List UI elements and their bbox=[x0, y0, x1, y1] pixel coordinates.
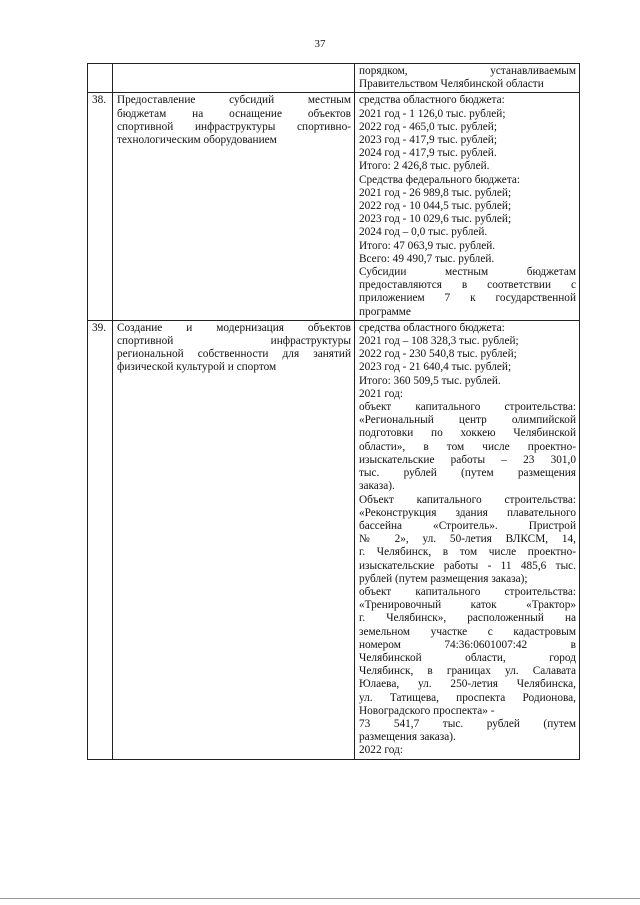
measure-name-line: Предоставление субсидий местным bbox=[117, 94, 351, 107]
measure-name-line: физической культурой и спортом bbox=[117, 361, 277, 374]
funding-text-line: Юлаева, ул. 250-летия Челябинска, bbox=[359, 678, 576, 691]
funding-description-cell bbox=[355, 64, 580, 93]
table-row bbox=[88, 93, 580, 320]
funding-text-line: объект капитального строительства: bbox=[359, 401, 576, 414]
funding-text-line: Итого: 47 063,9 тыс. рублей. bbox=[359, 239, 496, 252]
funding-text-line: программе bbox=[359, 305, 411, 318]
funding-text-line: 2022 год - 10 044,5 тыс. рублей; bbox=[359, 200, 512, 213]
funding-text-line: номером 74:36:0601007:42 в bbox=[359, 638, 576, 651]
funding-text-line: Челябинск, в границах ул. Салавата bbox=[359, 665, 576, 678]
table-body bbox=[88, 64, 580, 760]
funding-text-line: Всего: 49 490,7 тыс. рублей. bbox=[359, 252, 495, 265]
measure-name-line: региональной собственности для занятий bbox=[117, 348, 351, 361]
funding-text-line: 2024 год - 417,9 тыс. рублей. bbox=[359, 147, 497, 160]
measure-name-line: бюджетам на оснащение объектов bbox=[117, 107, 351, 120]
funding-text-line: «Реконструкция здания плавательного bbox=[359, 506, 576, 519]
funding-text-line: изыскательские работы – 23 301,0 bbox=[359, 453, 576, 466]
funding-text-line: бассейна «Строитель». Пристрой bbox=[359, 519, 576, 532]
table-row bbox=[88, 64, 580, 93]
funding-text-line: Итого: 360 509,5 тыс. рублей. bbox=[359, 374, 501, 387]
funding-text-line: предоставляются в соответствии с bbox=[359, 279, 576, 292]
funding-text-line: 2022 год - 465,0 тыс. рублей; bbox=[359, 120, 497, 133]
funding-text-line: средства областного бюджета: bbox=[359, 321, 505, 334]
measure-name-cell bbox=[113, 320, 355, 759]
funding-text-line: Субсидии местным бюджетам bbox=[359, 266, 576, 279]
funding-text-line: 2023 год - 21 640,4 тыс. рублей; bbox=[359, 361, 512, 374]
funding-description-cell bbox=[355, 93, 580, 320]
funding-text-line: 2022 год: bbox=[359, 744, 403, 757]
funding-text-line: изыскательские работы - 11 485,6 тыс. bbox=[359, 559, 576, 572]
funding-text-line: 2023 год - 417,9 тыс. рублей; bbox=[359, 134, 497, 147]
funding-text-line: области», в том числе проектно- bbox=[359, 440, 576, 453]
row-number-cell bbox=[88, 64, 113, 93]
funding-text-line: 2021 год - 1 126,0 тыс. рублей; bbox=[359, 107, 506, 120]
funding-text-line: 2021 год: bbox=[359, 387, 403, 400]
funding-text-line: размещения заказа). bbox=[359, 731, 456, 744]
funding-text-line: 73 541,7 тыс. рублей (путем bbox=[359, 717, 576, 730]
funding-text-line: средства областного бюджета: bbox=[359, 94, 505, 107]
funding-text-line: г. Челябинск, в том числе проектно- bbox=[359, 546, 576, 559]
measure-name-line: спортивной инфраструктуры спортивно- bbox=[117, 120, 351, 133]
funding-text-line: Новоградского проспекта» - bbox=[359, 704, 495, 717]
funding-text-line: Челябинской области, город bbox=[359, 651, 576, 664]
funding-text-line: объект капитального строительства: bbox=[359, 585, 576, 598]
funding-text-line: 2021 год – 108 328,3 тыс. рублей; bbox=[359, 335, 519, 348]
funding-text-line: г. Челябинск», расположенный на bbox=[359, 612, 576, 625]
measure-name-line: технологическим оборудованием bbox=[117, 134, 277, 147]
funding-text-line: рублей (путем размещения заказа); bbox=[359, 572, 528, 585]
table-row bbox=[88, 320, 580, 759]
funding-text-line: Итого: 2 426,8 тыс. рублей. bbox=[359, 160, 490, 173]
measure-name-cell bbox=[113, 64, 355, 93]
page-number: 37 bbox=[314, 38, 326, 50]
funding-text-line: Правительством Челябинской области bbox=[359, 78, 544, 91]
funding-text-line: № 2», ул. 50-летия ВЛКСМ, 14, bbox=[359, 533, 576, 546]
funding-text-line: 2024 год – 0,0 тыс. рублей. bbox=[359, 226, 488, 239]
funding-text-line: тыс. рублей (путем размещения bbox=[359, 467, 576, 480]
funding-text-line: заказа). bbox=[359, 480, 395, 493]
measure-name-cell bbox=[113, 93, 355, 320]
program-measures-table bbox=[87, 63, 580, 760]
funding-text-line: 2021 год - 26 989,8 тыс. рублей; bbox=[359, 186, 512, 199]
row-number-cell: 39. bbox=[88, 320, 113, 759]
page-bottom-divider bbox=[0, 898, 640, 899]
funding-text-line: 2022 год - 230 540,8 тыс. рублей; bbox=[359, 348, 517, 361]
funding-text-line: 2023 год - 10 029,6 тыс. рублей; bbox=[359, 213, 512, 226]
funding-text-line: «Тренировочный каток «Трактор» bbox=[359, 599, 576, 612]
measure-name-line: Создание и модернизация объектов bbox=[117, 321, 351, 334]
funding-description-cell bbox=[355, 320, 580, 759]
funding-text-line: подготовки по хоккею Челябинской bbox=[359, 427, 576, 440]
funding-text-line: Средства федерального бюджета: bbox=[359, 173, 521, 186]
row-number-cell: 38. bbox=[88, 93, 113, 320]
funding-text-line: земельном участке с кадастровым bbox=[359, 625, 576, 638]
funding-text-line: ул. Татищева, проспекта Родионова, bbox=[359, 691, 576, 704]
measure-name-line: спортивной инфраструктуры bbox=[117, 335, 351, 348]
funding-text-line: «Региональный центр олимпийской bbox=[359, 414, 576, 427]
funding-text-line: Объект капитального строительства: bbox=[359, 493, 576, 506]
funding-text-line: приложением 7 к государственной bbox=[359, 292, 576, 305]
funding-text-line: порядком, устанавливаемым bbox=[359, 65, 576, 77]
